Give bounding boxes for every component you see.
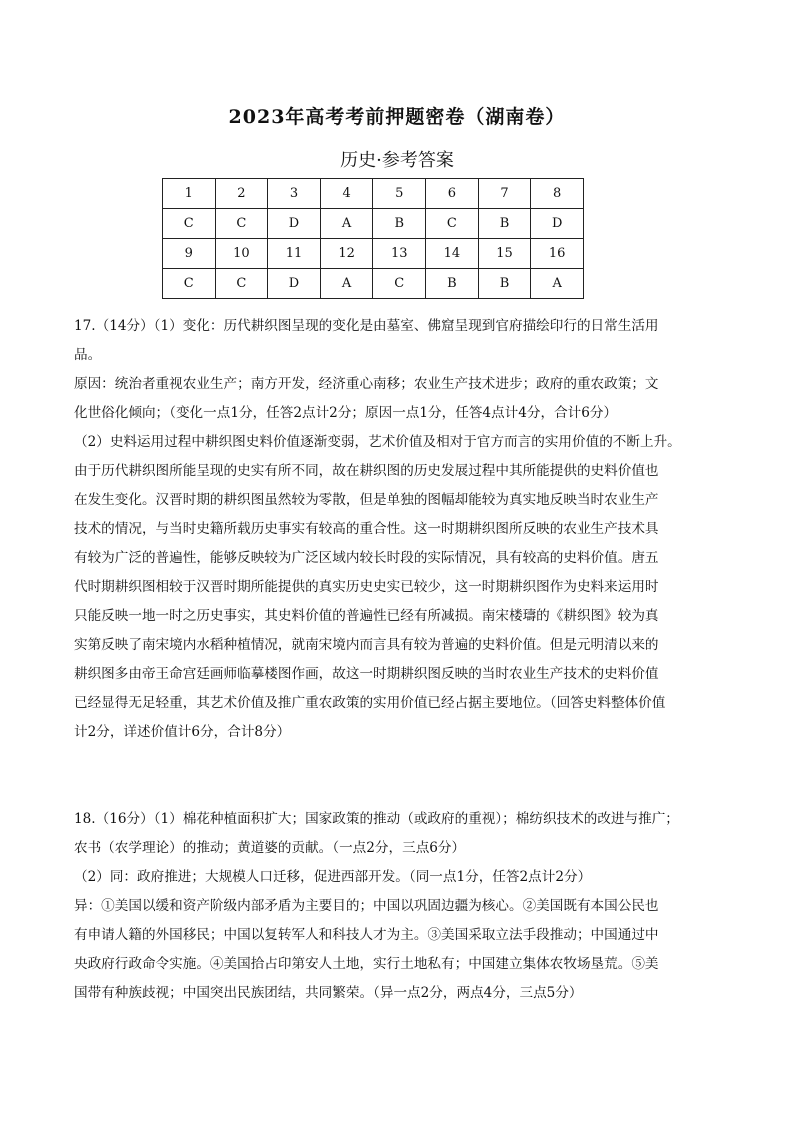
text-line: 实第反映了南宋境内水稻种植情况，就南宋境内而言具有较为普遍的史料价值。但是元明清以来的 [74,637,659,653]
question-number-cell: 7 [478,179,531,209]
text-line: 品。 [74,347,102,363]
answer-cell: C [163,269,216,299]
question-number-cell: 4 [320,179,373,209]
answer-cell: D [268,269,321,299]
text-line: 农书（农学理论）的推动；黄道婆的贡献。（一点2分，三点6分） [74,840,466,856]
question-number-cell: 16 [531,239,584,269]
question-number-cell: 10 [215,239,268,269]
text-line: 18.（16分）（1）棉花种植面积扩大；国家政策的推动（或政府的重视）；棉纺织技术的改进与推广； [74,811,679,827]
answer-cell: A [320,209,373,239]
question-number-cell: 13 [373,239,426,269]
text-line: 有申请人籍的外国移民；中国以复转军人和科技人才为主。③美国采取立法手段推动；中国通过中 [74,927,659,943]
answer-cell: C [215,209,268,239]
answer-cell: B [478,209,531,239]
question-number-cell: 14 [426,239,479,269]
text-line: （2）同：政府推进；大规模人口迁移，促进西部开发。（同一点1分，任答2点计2分） [74,869,592,885]
question-number-cell: 9 [163,239,216,269]
text-line: 17.（14分）（1）变化：历代耕织图呈现的变化是由墓室、佛窟呈现到官府描绘印行的日常生活用 [74,318,659,334]
question-number-cell: 1 [163,179,216,209]
text-line: 化世俗化倾向；（变化一点1分，任答2点计2分；原因一点1分，任答4点计4分，合计6分） [74,405,618,421]
answer-cell: C [215,269,268,299]
text-line: 国带有种族歧视；中国突出民族团结，共同繁荣。（异一点2分，两点4分，三点5分） [74,985,583,1001]
answer-cell: C [163,209,216,239]
text-line: 计2分，详述价值计6分，合计8分） [74,724,291,740]
question-number-cell: 6 [426,179,479,209]
text-line: 有较为广泛的普遍性，能够反映较为广泛区域内较长时段的实际情况，具有较高的史料价值。唐五 [74,550,659,566]
text-line: 原因：统治者重视农业生产；南方开发，经济重心南移；农业生产技术进步；政府的重农政策；文 [74,376,659,392]
answer-cell: C [373,269,426,299]
answer-cell: D [531,209,584,239]
question-number-cell: 12 [320,239,373,269]
table-row [163,179,584,209]
answer-cell: C [426,209,479,239]
text-line: 已经显得无足轻重，其艺术价值及推广重农政策的实用价值已经占据主要地位。（回答史料整体价值 [74,695,666,711]
question-number-cell: 3 [268,179,321,209]
text-line: 技术的情况，与当时史籍所载历史事实有较高的重合性。这一时期耕织图所反映的农业生产技术具 [74,521,659,537]
text-line: 异：①美国以缓和资产阶级内部矛盾为主要目的；中国以巩固边疆为核心。②美国既有本国公民也 [74,898,659,914]
question-number-cell: 15 [478,239,531,269]
answer-cell: D [268,209,321,239]
question-number-cell: 11 [268,239,321,269]
text-line: 在发生变化。汉晋时期的耕织图虽然较为零散，但是单独的图幅却能较为真实地反映当时农业生产 [74,492,659,508]
question-number-cell: 8 [531,179,584,209]
answer-cell: B [478,269,531,299]
table-row [163,209,584,239]
question-18-answer [74,805,722,1008]
text-line: （2）史料运用过程中耕织图史料价值逐渐变弱，艺术价值及相对于官方而言的实用价值的不断上升。 [74,434,681,450]
answer-cell: B [373,209,426,239]
answer-cell: A [320,269,373,299]
text-line: 代时期耕织图相较于汉晋时期所能提供的真实历史史实已较少，这一时期耕织图作为史料来运用时 [74,579,659,595]
page-title: 2023年高考考前押题密卷（湖南卷） [228,106,566,128]
question-17-answer [74,312,722,747]
question-number-cell: 2 [215,179,268,209]
text-line: 央政府行政命令实施。④美国拾占印第安人土地，实行土地私有；中国建立集体农牧场垦荒。⑤美 [74,956,659,972]
table-row [163,269,584,299]
text-line: 耕织图多由帝王命宫廷画师临摹楼图作画，故这一时期耕织图反映的当时农业生产技术的史料价值 [74,666,659,682]
page-subtitle: 历史·参考答案 [340,150,454,171]
text-line: 只能反映一地一时之历史事实，其史料价值的普遍性已经有所减损。南宋楼璹的《耕织图》较为真 [74,608,659,624]
answer-cell: B [426,269,479,299]
text-line: 由于历代耕织图所能呈现的史实有所不同，故在耕织图的历史发展过程中其所能提供的史料价值也 [74,463,659,479]
question-number-cell: 5 [373,179,426,209]
answer-table [162,178,584,299]
table-row [163,239,584,269]
answer-cell: A [531,269,584,299]
